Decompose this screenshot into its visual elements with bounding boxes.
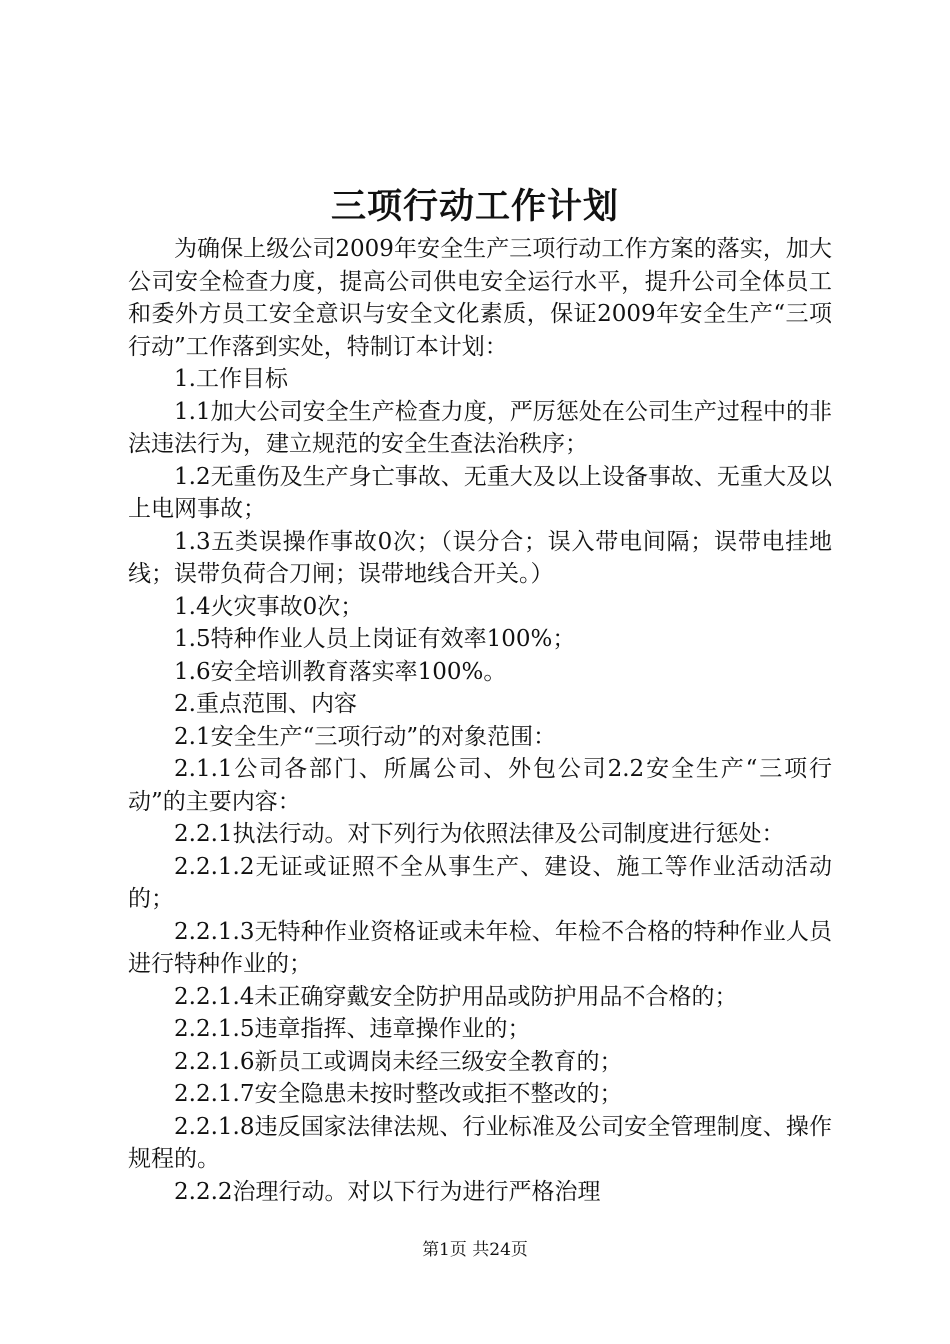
paragraph: 1.3五类误操作事故0次；（误分合；误入带电间隔；误带电挂地线；误带负荷合刀闸；误带地线合开关。）: [128, 528, 832, 587]
paragraph: 2.2.1.6新员工或调岗未经三级安全教育的；: [174, 1048, 623, 1075]
paragraph: 为确保上级公司2009年安全生产三项行动工作方案的落实，加大公司安全检查力度，提高公司供电安全运行水平，提升公司全体员工和委外方员工安全意识与安全文化素质，保证2009年安全生产“三项行动”工作落到实处，特制订本计划：: [128, 236, 832, 360]
paragraph: 2.2.1.5违章指挥、违章操作业的；: [174, 1016, 531, 1042]
paragraph: 2.1安全生产“三项行动”的对象范围：: [174, 723, 557, 750]
document-title: 三项行动工作计划: [330, 186, 619, 227]
paragraph: 2.2.1.8违反国家法律法规、行业标准及公司安全管理制度、操作规程的。: [128, 1113, 832, 1172]
paragraph: 1.工作目标: [174, 366, 288, 392]
paragraph: 2.重点范围、内容: [174, 691, 357, 717]
paragraph: 1.2无重伤及生产身亡事故、无重大及以上设备事故、无重大及以上电网事故；: [128, 463, 832, 522]
paragraph: 1.5特种作业人员上岗证有效率100%；: [174, 626, 576, 652]
paragraph: 1.6安全培训教育落实率100%。: [174, 658, 507, 685]
paragraph: 2.2.1执法行动。对下列行为依照法律及公司制度进行惩处：: [174, 821, 785, 847]
paragraph: 2.2.1.7安全隐患未按时整改或拒不整改的；: [174, 1081, 623, 1107]
paragraph: 2.2.1.3无特种作业资格证或未年检、年检不合格的特种作业人员进行特种作业的；: [128, 918, 832, 977]
paragraph: 2.2.1.4未正确穿戴安全防护用品或防护用品不合格的；: [174, 983, 738, 1010]
paragraph: 2.2.2治理行动。对以下行为进行严格治理: [174, 1178, 601, 1205]
document-body: [128, 233, 832, 1208]
paragraph: 2.1.1公司各部门、所属公司、外包公司2.2安全生产“三项行动”的主要内容：: [128, 756, 832, 815]
paragraph: 1.4火灾事故0次；: [174, 593, 364, 620]
paragraph: 2.2.1.2无证或证照不全从事生产、建设、施工等作业活动活动的；: [128, 853, 832, 912]
paragraph: 1.1加大公司安全生产检查力度，严厉惩处在公司生产过程中的非法违法行为，建立规范的安全生查法治秩序；: [128, 398, 832, 457]
page-number-footer: 第1页 共24页: [422, 1240, 528, 1260]
